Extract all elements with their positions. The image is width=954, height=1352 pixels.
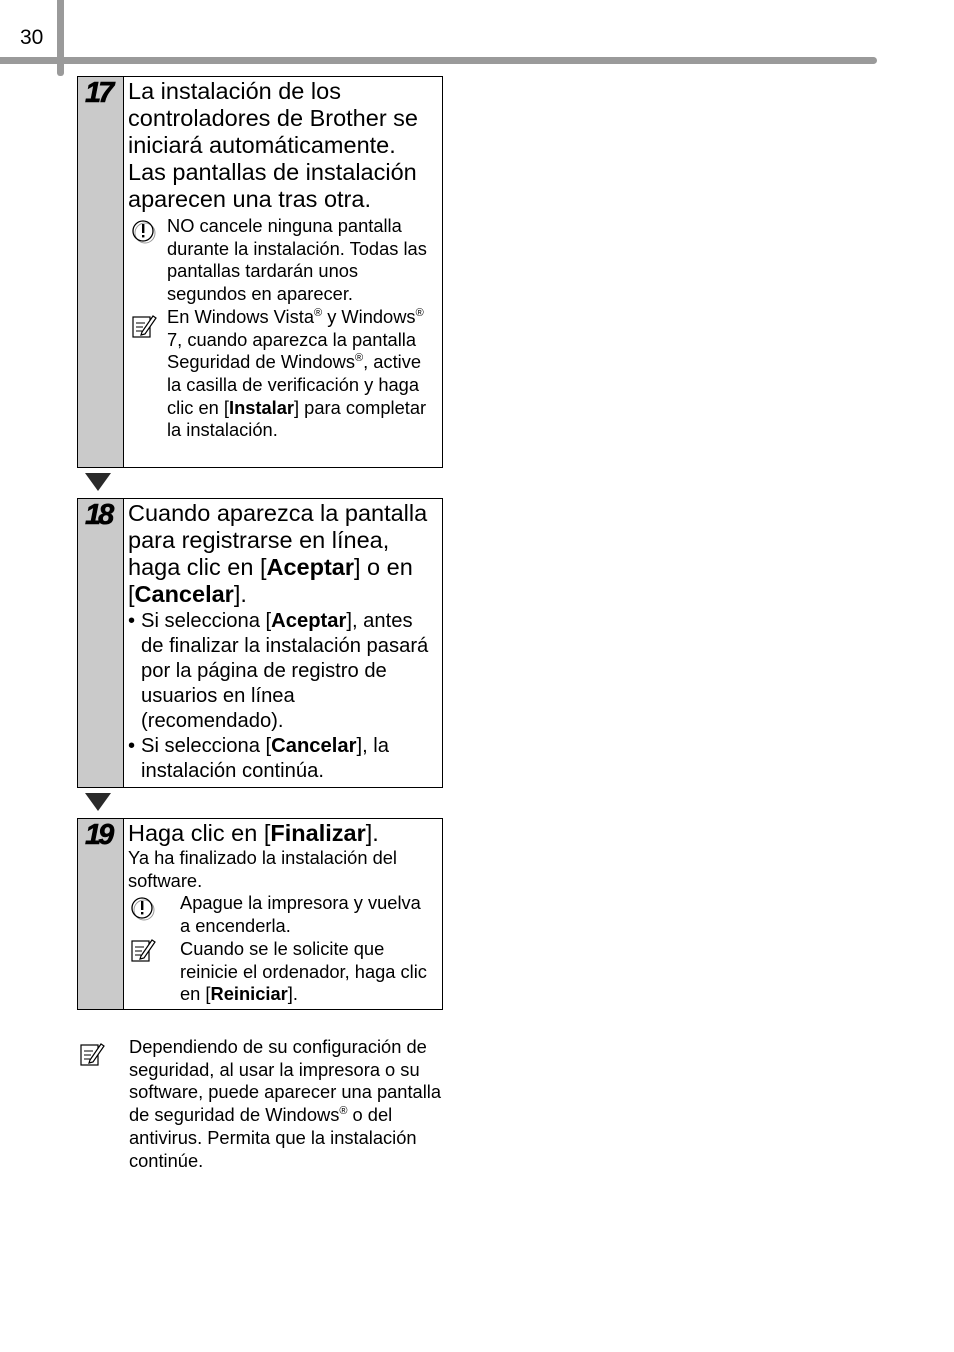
- caution-row: [128, 892, 436, 937]
- step-number: 18: [85, 499, 112, 531]
- note-text-part: y Windows: [322, 305, 416, 327]
- bullet-item: [128, 609, 436, 734]
- footnote-text: [129, 1036, 447, 1172]
- step-number-column: [78, 819, 124, 1009]
- bullet-part: ], la instalación continúa.: [141, 735, 390, 782]
- bullet-part: Si selecciona [: [141, 610, 272, 632]
- header-vertical-rule: [57, 0, 64, 76]
- registered-mark: ®: [339, 1105, 348, 1118]
- step-instruction: La instalación de los controladores de Brother se iniciará automáticamente. Las pantallas de instalación aparecen una tras otra.: [128, 78, 418, 212]
- note-row: [128, 938, 436, 1006]
- caution-icon: [128, 892, 180, 937]
- down-arrow-icon: [85, 793, 111, 811]
- instruction-part: Haga clic en [: [128, 820, 271, 846]
- instruction-part: ].: [365, 820, 379, 846]
- footnote-part: Dependiendo de su configuración de seguridad, al usar la impresora o su software, puede aparecer una pantalla de seguridad de Windows: [129, 1036, 442, 1126]
- step-number: 17: [85, 77, 112, 109]
- note-text-part: En Windows Vista: [167, 305, 314, 327]
- instruction-bold: Aceptar: [266, 554, 354, 580]
- step-19: [77, 818, 443, 1010]
- caution-icon: [128, 215, 167, 306]
- instruction-part: Cuando aparezca la pantalla para registrarse en línea, haga clic en [: [128, 500, 428, 580]
- footnote-part: o del antivirus. Permita que la instalación continúe.: [129, 1104, 417, 1171]
- bullet-bold: Aceptar: [271, 610, 347, 632]
- note-text-part: 7, cuando aparezca la pantalla Seguridad de Windows: [167, 328, 417, 373]
- instruction-bold: Finalizar: [270, 820, 366, 846]
- step-instruction: [128, 820, 436, 847]
- page-number: 30: [20, 26, 44, 49]
- note-text-part: Cuando se le solicite que reinicie el ordenador, haga clic en [: [180, 937, 427, 1005]
- step-body: [124, 499, 442, 787]
- bullet-part: Si selecciona [: [141, 735, 272, 757]
- instruction-part: ].: [233, 581, 247, 607]
- bullet-item: [128, 734, 436, 784]
- bullet-bold: Cancelar: [271, 735, 357, 757]
- instruction-part: ] o en [: [128, 554, 413, 607]
- step-body: [124, 77, 442, 467]
- note-text: [180, 938, 436, 1006]
- step-body: [124, 819, 442, 1009]
- step-instruction: [128, 500, 436, 608]
- step-number-column: [78, 77, 124, 467]
- step-18: [77, 498, 443, 788]
- footnote: [77, 1036, 447, 1172]
- step-17: [77, 76, 443, 468]
- note-text: [167, 306, 436, 442]
- note-text-part: ] para completar la instalación.: [167, 396, 427, 441]
- step-number: 19: [85, 819, 112, 851]
- note-icon: [128, 938, 180, 1006]
- bullet-text: [141, 734, 436, 784]
- caution-row: [128, 215, 436, 306]
- header-horizontal-rule: [0, 57, 877, 64]
- bullet-text: [141, 609, 436, 734]
- registered-mark: ®: [355, 352, 364, 365]
- note-row: [128, 306, 436, 442]
- step-subtext: Ya ha finalizado la instalación del software.: [128, 847, 397, 891]
- down-arrow-icon: [85, 473, 111, 491]
- note-icon: [128, 306, 167, 442]
- caution-text: Apague la impresora y vuelva a encenderla.: [180, 892, 421, 937]
- note-text-part: , active la casilla de verificación y haga clic en [: [167, 351, 422, 418]
- note-text-part: ].: [287, 983, 298, 1005]
- bullet-part: ], antes de finalizar la instalación pasará por la página de registro de usuarios en línea (recomendado).: [141, 610, 429, 732]
- note-icon: [77, 1036, 129, 1172]
- bullet-dot: •: [128, 735, 136, 757]
- bullet-dot: •: [128, 610, 136, 632]
- step-number-column: [78, 499, 124, 787]
- registered-mark: ®: [415, 306, 424, 319]
- caution-text: NO cancele ninguna pantalla durante la instalación. Todas las pantallas tardarán unos segundos en aparecer.: [167, 215, 427, 305]
- instruction-bold: Cancelar: [134, 581, 234, 607]
- note-bold-term: Instalar: [228, 396, 295, 418]
- registered-mark: ®: [314, 306, 323, 319]
- note-bold-term: Reiniciar: [210, 983, 288, 1005]
